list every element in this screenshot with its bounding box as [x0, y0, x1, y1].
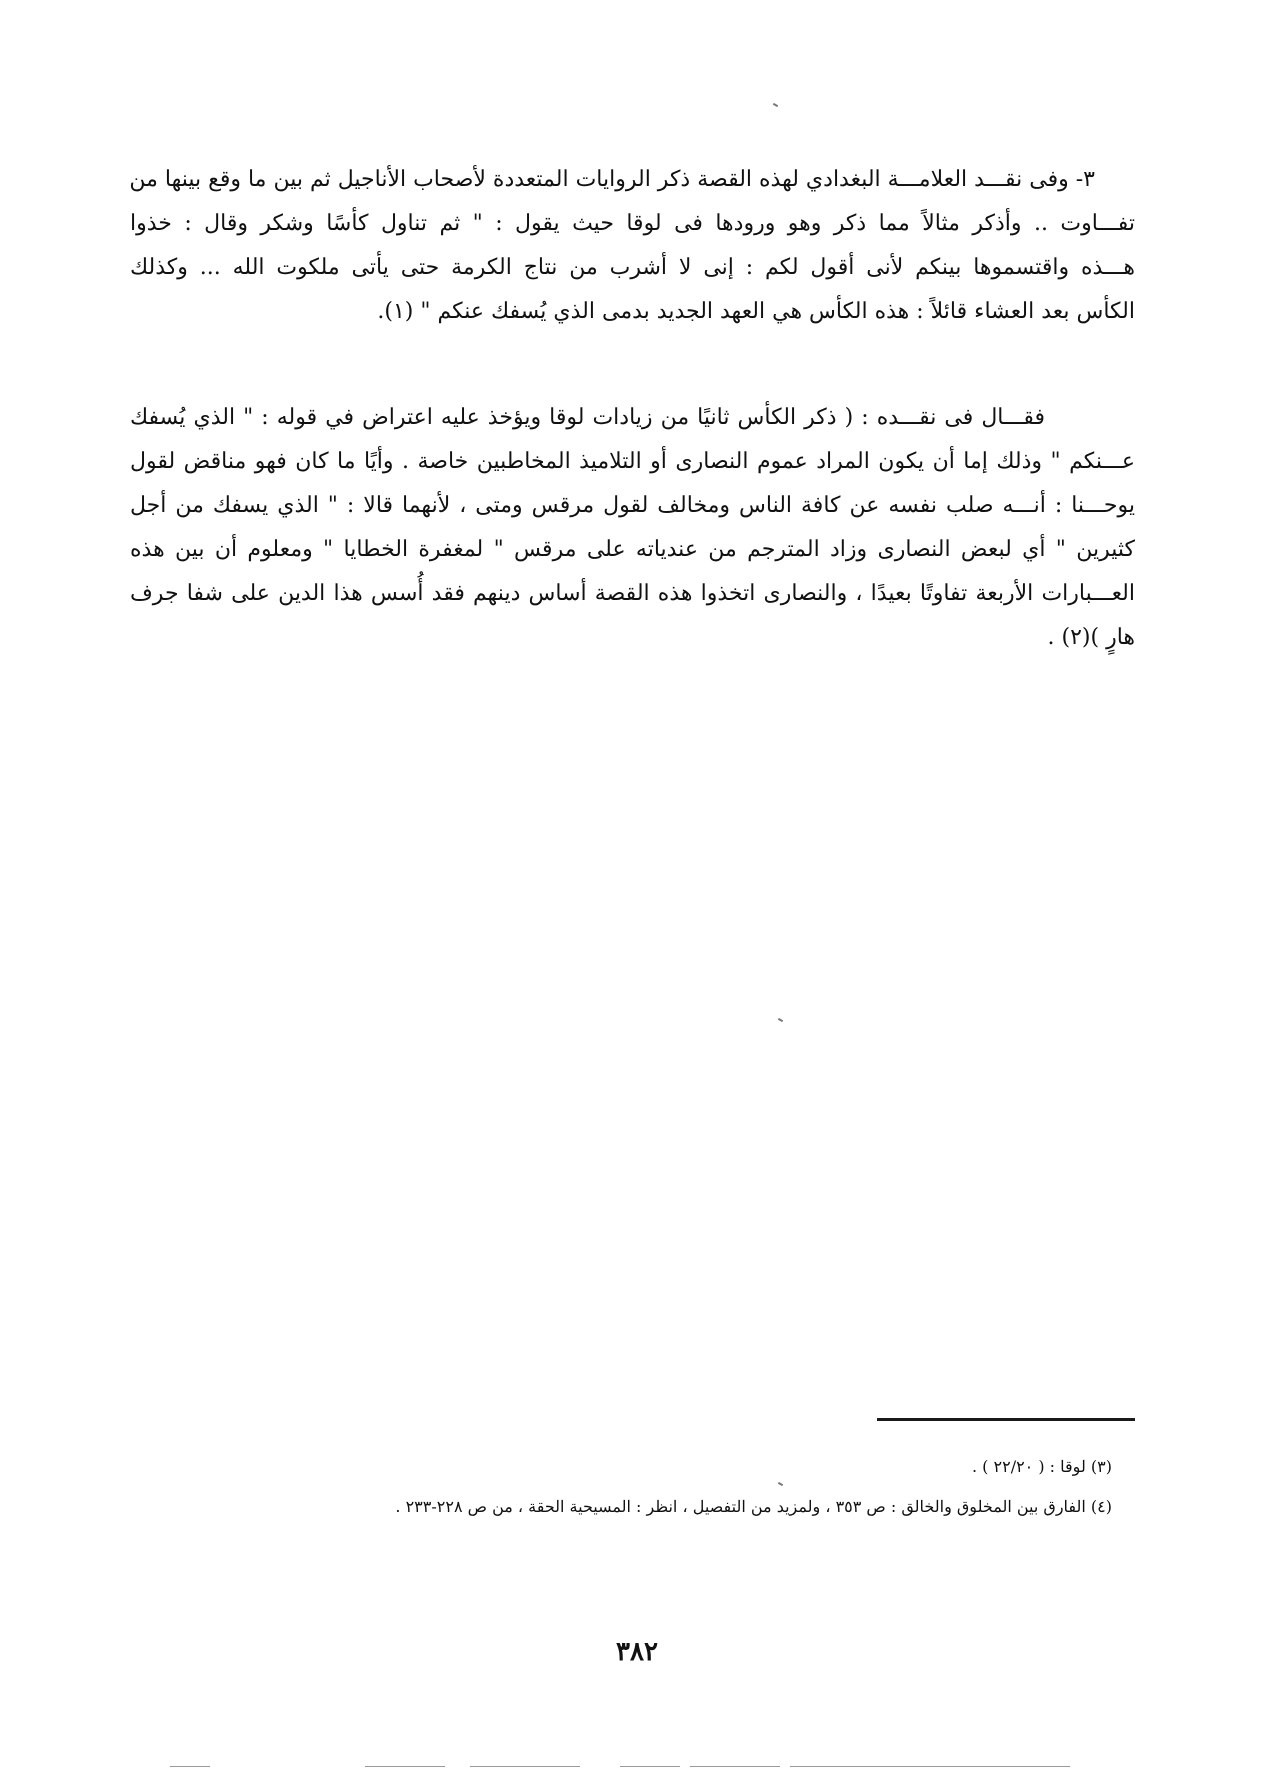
paragraph-line: ٣- وفى نقـــد العلامـــة البغدادي لهذه القصة ذكر الروايات المتعددة لأصحاب الأناجيل ثم بين ما وقع بينها من [129, 167, 1095, 192]
footnote-separator [877, 1418, 1135, 1421]
scan-edge-line [790, 1766, 1070, 1767]
scan-edge-line [620, 1766, 680, 1767]
paragraph-baghdadi-critique [130, 158, 1135, 334]
footnotes [300, 1447, 1112, 1527]
paragraph-critique-quote [130, 396, 1135, 660]
scan-speck [773, 103, 778, 107]
paragraph-line: هـــذه واقتسموها بينكم لأنى أقول لكم : إنى لا أشرب من نتاج الكرمة حتى يأتى ملكوت الله ... وكذلك [130, 255, 1135, 280]
scan-edge-line [365, 1766, 445, 1767]
paragraph-line: العـــبارات الأربعة تفاوتًا بعيدًا ، والنصارى اتخذوا هذه القصة أساس دينهم فقد أُسس هذا الدين على شفا جرف [130, 581, 1135, 606]
paragraph-line: كثيرين " أي لبعض النصارى وزاد المترجم من عندياته على مرقس " لمغفرة الخطايا " ومعلوم أن بين هذه [130, 537, 1135, 562]
scan-edge-line [690, 1766, 780, 1767]
scan-edge-line [470, 1766, 580, 1767]
paragraph-line: يوحـــنا : أنـــه صلب نفسه عن كافة الناس ومخالف لقول مرقس ومتى ، لأنهما قالا : " الذي يسفك من أجل [130, 493, 1135, 518]
scan-edge-line [170, 1766, 210, 1767]
footnote: (٤) الفارق بين المخلوق والخالق : ص ٣٥٣ ، ولمزيد من التفصيل ، انظر : المسيحية الحقة ، من ص ٢٢٨-٢٣٣ . [395, 1497, 1112, 1516]
paragraph-line: الكأس بعد العشاء قائلاً : هذه الكأس هي العهد الجديد بدمى الذي يُسفك عنكم " (١). [377, 299, 1135, 324]
paragraph-line: فقـــال فى نقـــده : ( ذكر الكأس ثانيًا من زيادات لوقا ويؤخذ عليه اعتراض في قوله : " الذي يُسفك [130, 405, 1045, 430]
paragraph-line: عـــنكم " وذلك إما أن يكون المراد عموم النصارى أو التلاميذ المخاطبين خاصة . وأيًا ما كان فهو مناقض لقول [130, 449, 1135, 474]
paragraph-line: هارٍ )(٢) . [1047, 625, 1135, 650]
page-number: ٣٨٢ [616, 1637, 658, 1667]
paragraph-line: تفـــاوت .. وأذكر مثالاً مما ذكر وهو ورودها فى لوقا حيث يقول : " ثم تناول كأسًا وشكر وقال : خذوا [130, 211, 1135, 236]
scan-speck [778, 1018, 783, 1022]
footnote: (٣) لوقا : ( ٢٢/٢٠ ) . [972, 1457, 1112, 1476]
